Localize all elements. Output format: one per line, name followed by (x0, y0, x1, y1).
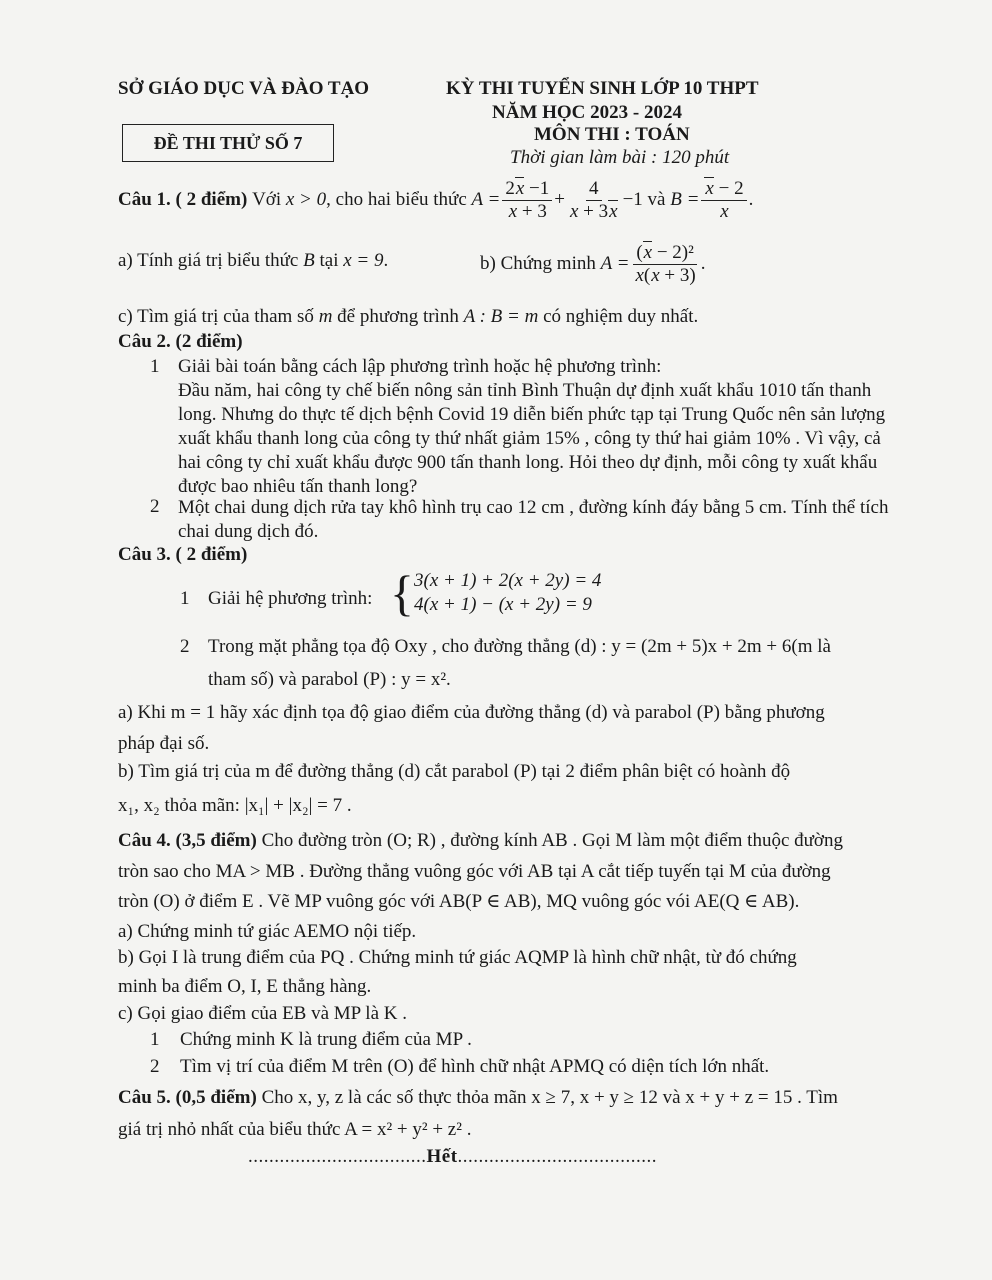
school-year: NĂM HỌC 2023 - 2024 (492, 102, 682, 123)
trial-exam-label: ĐỀ THI THỬ SỐ 7 (122, 124, 334, 162)
q2-item2-text: Một chai dung dịch rửa tay khô hình trụ cao 12 cm , đường kính đáy bằng 5 cm. Tính thể tích chai dung dịch đó. (178, 497, 889, 542)
equation-1: 3(x + 1) + 2(x + 2y) = 4 (414, 570, 602, 591)
q1-intro2: , cho hai biểu thức (326, 189, 467, 210)
q4-line2: tròn sao cho MA > MB . Đường thẳng vuông góc với AB tại A cắt tiếp tuyến tại M của đường (118, 861, 831, 882)
q3-part-a-line2: pháp đại số. (118, 733, 210, 754)
q4-line3: tròn (O) ở điểm E . Vẽ MP vuông góc với AB(P ∈ AB), MQ vuông góc vói AE(Q ∈ AB). (118, 891, 800, 912)
department-title: SỞ GIÁO DỤC VÀ ĐÀO TẠO (118, 78, 370, 99)
q5-line1-text: Cho x, y, z là các số thực thỏa mãn x ≥ 7, x + y ≥ 12 và x + y + z = 15 . Tìm (261, 1087, 838, 1108)
q1-intro: Với (252, 189, 282, 210)
fraction-4: $\frac{\text{(x − 2)²}}{x(x + 3)}$ (631, 242, 698, 287)
q1-label: Câu 1. ( 2 điểm) (118, 189, 248, 210)
q1-part-a-at: tại (319, 250, 339, 271)
q2-item1-title: Giải bài toán bằng cách lập phương trình hoặc hệ phương trình: (178, 356, 662, 377)
q1-part-a-val: x = 9 (343, 250, 384, 271)
equation-system (390, 565, 602, 621)
end-dots-right: ...................................... (457, 1146, 658, 1167)
q1-part-c (118, 306, 698, 328)
q3-item1-num: 1 (180, 588, 190, 609)
q3-label: Câu 3. ( 2 điểm) (118, 544, 248, 565)
q4-line1-text: Cho đường tròn (O; R) , đường kính AB . Gọi M làm một điểm thuộc đường (261, 830, 843, 851)
q5-label: Câu 5. (0,5 điểm) (118, 1087, 257, 1108)
fraction-2: $\frac{4}{x + 3x}$ (569, 177, 618, 222)
time-limit: Thời gian làm bài : 120 phút (510, 147, 730, 168)
q5-line2: giá trị nhỏ nhất của biểu thức A = x² + y² + z² . (118, 1119, 472, 1140)
q4-part-a: a) Chứng minh tứ giác AEMO nội tiếp. (118, 921, 417, 942)
q4-c1-text: Chứng minh K là trung điểm của MP . (180, 1029, 472, 1050)
q2-item1-num: 1 (150, 356, 160, 377)
q1-line: Câu 1. ( 2 điểm) Với x > 0 , cho hai biểu thức A = $\frac{2x -1}{x + 3}$ + $\frac{4}{x + 3x}$ −1 và B = $\frac{x - 2}{x}$ . (118, 177, 754, 222)
exam-title: KỲ THI TUYỂN SINH LỚP 10 THPT (446, 78, 759, 99)
q2-label: Câu 2. (2 điểm) (118, 331, 243, 352)
fraction-3: $\frac{x - 2}{x}$ (701, 178, 746, 223)
q1-condition: x > 0 (285, 189, 327, 210)
subject-title: MÔN THI : TOÁN (534, 124, 690, 145)
q3-item2-line2: tham số) và parabol (P) : y = x². (208, 669, 451, 690)
end-marker (248, 1146, 657, 1168)
q1-part-c-mid: để phương trình (337, 306, 459, 327)
q2-item1-text: Đầu năm, hai công ty chế biến nông sản tỉnh Bình Thuận dự định xuất khẩu 1010 tấn thanh long. Nhưng do thực tế dịch bệnh Covid 19 diễn biến phức tạp tại Trung Quốc nên sản lượng xuất khẩu thanh long của công ty thứ nhất giảm 15% , công ty thứ hai giảm 10% . Vì vậy, cả hai công ty chỉ xuất khẩu được 900 tấn thanh long. Hỏi theo dự định, mỗi công ty xuất khẩu được bao nhiêu tấn thanh long? (178, 380, 886, 497)
q4-label: Câu 4. (3,5 điểm) (118, 830, 257, 851)
q3-part-a-line1: a) Khi m = 1 hãy xác định tọa độ giao điểm của đường thẳng (d) và parabol (P) bằng phương (118, 702, 825, 723)
q1-part-a-text: a) Tính giá trị biểu thức (118, 250, 299, 271)
q1-part-c-eq: A : B = m (463, 306, 539, 327)
end-text: Hết (426, 1146, 458, 1167)
q5-line1 (118, 1087, 838, 1109)
formula-A: A = (471, 189, 501, 210)
q1-part-c-post: có nghiệm duy nhất. (543, 306, 699, 327)
q4-line1 (118, 830, 843, 852)
formula-B: B = (670, 189, 700, 210)
q1-and: và (647, 189, 666, 210)
q1-part-c-pre: c) Tìm giá trị của tham số (118, 306, 314, 327)
fraction-1: $\frac{2x -1}{x + 3}$ (502, 178, 552, 223)
brace-icon: { (390, 565, 414, 621)
q2-item2-num: 2 (150, 496, 160, 517)
q1-part-a: a) Tính giá trị biểu thức B tại x = 9. (118, 250, 389, 271)
q3-item2-num: 2 (180, 636, 190, 657)
q3-item1-text: Giải hệ phương trình: (208, 588, 373, 609)
q4-part-b-line2: minh ba điểm O, I, E thẳng hàng. (118, 976, 372, 997)
q1-part-b: b) Chứng minh A = $\frac{\text{(x − 2)²}}{x(x + 3)}$ . (480, 241, 706, 286)
q3-part-b-line2: x₁, x₂ thỏa mãn: |x₁| + |x₂| = 7 . (118, 795, 352, 816)
q3-item2-line1: Trong mặt phẳng tọa độ Oxy , cho đường thẳng (d) : y = (2m + 5)x + 2m + 6(m là (208, 636, 831, 657)
equation-2: 4(x + 1) − (x + 2y) = 9 (414, 594, 592, 615)
q4-part-b-line1: b) Gọi I là trung điểm của PQ . Chứng minh tứ giác AQMP là hình chữ nhật, từ đó chứng (118, 947, 797, 968)
q4-c2-text: Tìm vị trí của điểm M trên (O) để hình chữ nhật APMQ có diện tích lớn nhất. (180, 1056, 770, 1077)
q1-part-a-var: B (303, 250, 315, 271)
q3-part-b-line1: b) Tìm giá trị của m để đường thẳng (d) cắt parabol (P) tại 2 điểm phân biệt có hoành độ (118, 761, 791, 782)
end-dots-left: .................................. (248, 1146, 427, 1167)
q4-part-c: c) Gọi giao điểm của EB và MP là K . (118, 1003, 407, 1024)
q1-part-c-m: m (318, 306, 333, 327)
q4-c1-num: 1 (150, 1029, 160, 1050)
q4-c2-num: 2 (150, 1056, 160, 1077)
q1-part-b-text: b) Chứng minh (480, 253, 596, 274)
